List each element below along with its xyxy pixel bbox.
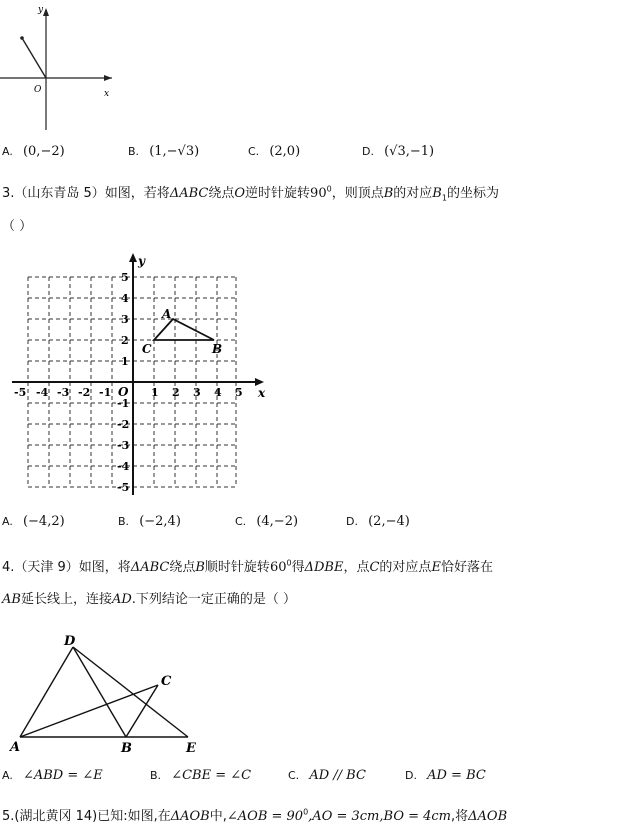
fig3-label-a: A (10, 740, 21, 755)
grid-x-label: x (258, 386, 266, 400)
y-tick: -3 (117, 439, 130, 452)
q2-option-b[interactable]: B. (1,−√3) (128, 144, 200, 159)
y-tick: -4 (117, 460, 130, 473)
fig3-label-c: C (161, 674, 172, 689)
q5-stem: 5.(湖北黄冈 14)已知:如图,在ΔAOB中,∠AOB = $90^0,AO = 3cm,BO = 4cm$,将ΔAOB (2, 807, 508, 824)
line-ac (20, 685, 158, 737)
y-tick: 3 (121, 313, 129, 326)
x-tick: 5 (235, 386, 243, 399)
segment-oa (22, 38, 46, 78)
y-tick: 2 (121, 334, 129, 347)
grid-label-a: A (162, 307, 172, 321)
y-tick: -1 (117, 397, 130, 410)
grid-origin-label: O (118, 385, 129, 399)
x-tick: -5 (14, 386, 27, 399)
fig3-label-e: E (186, 741, 196, 756)
x-tick: 1 (151, 386, 159, 399)
point-a (20, 36, 24, 40)
x-tick: -4 (36, 386, 49, 399)
q4-option-b[interactable]: B. ∠CBE = ∠C (150, 768, 252, 783)
q4-stem-line1: 4.（天津 9）如图，将ΔABC绕点B顺时针旋转$60^0$得ΔDBE，点C的对应点E恰好落在 (2, 558, 493, 575)
q3-option-c[interactable]: C. (4,−2) (235, 514, 299, 529)
line-db (73, 647, 126, 737)
y-tick: 4 (121, 292, 129, 305)
q4-stem-line2: AB延长线上，连接AD.下列结论一定正确的是（ ） (2, 592, 297, 607)
grid-y-label: y (138, 254, 145, 268)
grid-y-arrow (129, 253, 137, 262)
figure-1-axes (0, 0, 130, 135)
grid-label-b: B (212, 342, 223, 356)
y-axis-arrow (43, 8, 49, 16)
x-tick: 2 (172, 386, 180, 399)
line-ad (20, 647, 73, 737)
q2-option-d[interactable]: D. (√3,−1) (362, 144, 435, 159)
q3-option-b[interactable]: B. (−2,4) (118, 514, 181, 529)
q4-option-c[interactable]: C. AD // BC (288, 768, 366, 783)
q4-option-a[interactable]: A. ∠ABD = ∠E (2, 768, 103, 783)
line-de (73, 647, 188, 737)
fig1-origin-label: O (34, 85, 42, 95)
fig1-x-label: x (104, 89, 110, 99)
grid-x-arrow (255, 378, 264, 386)
x-tick: -2 (78, 386, 91, 399)
figure-2-grid (0, 245, 290, 505)
grid-label-c: C (142, 342, 152, 356)
fig3-label-d: D (64, 634, 76, 649)
y-tick: -5 (117, 481, 130, 494)
y-tick: -2 (117, 418, 130, 431)
q2-option-c[interactable]: C. (2,0) (248, 144, 301, 159)
fig1-y-label: y (38, 5, 44, 15)
y-tick: 5 (121, 271, 129, 284)
fig3-label-b: B (121, 741, 132, 756)
x-tick: 3 (193, 386, 201, 399)
x-tick: -3 (57, 386, 70, 399)
x-tick: -1 (99, 386, 112, 399)
q3-stem: 3.（山东青岛 5）如图，若将ΔABC绕点O逆时针旋转$90^0$，则顶点B的对应$B_1$的坐标为 (2, 184, 499, 203)
x-axis-arrow (104, 75, 112, 81)
x-tick: 4 (214, 386, 222, 399)
q3-option-d[interactable]: D. (2,−4) (346, 514, 410, 529)
figure-3-triangles (0, 625, 220, 760)
q4-option-d[interactable]: D. AD = BC (405, 768, 486, 783)
q2-option-a[interactable]: A. (0,−2) (2, 144, 65, 159)
q3-option-a[interactable]: A. (−4,2) (2, 514, 65, 529)
y-tick: 1 (121, 355, 129, 368)
q3-answer-paren: （ ） (2, 219, 33, 234)
triangle-abc (154, 319, 214, 340)
